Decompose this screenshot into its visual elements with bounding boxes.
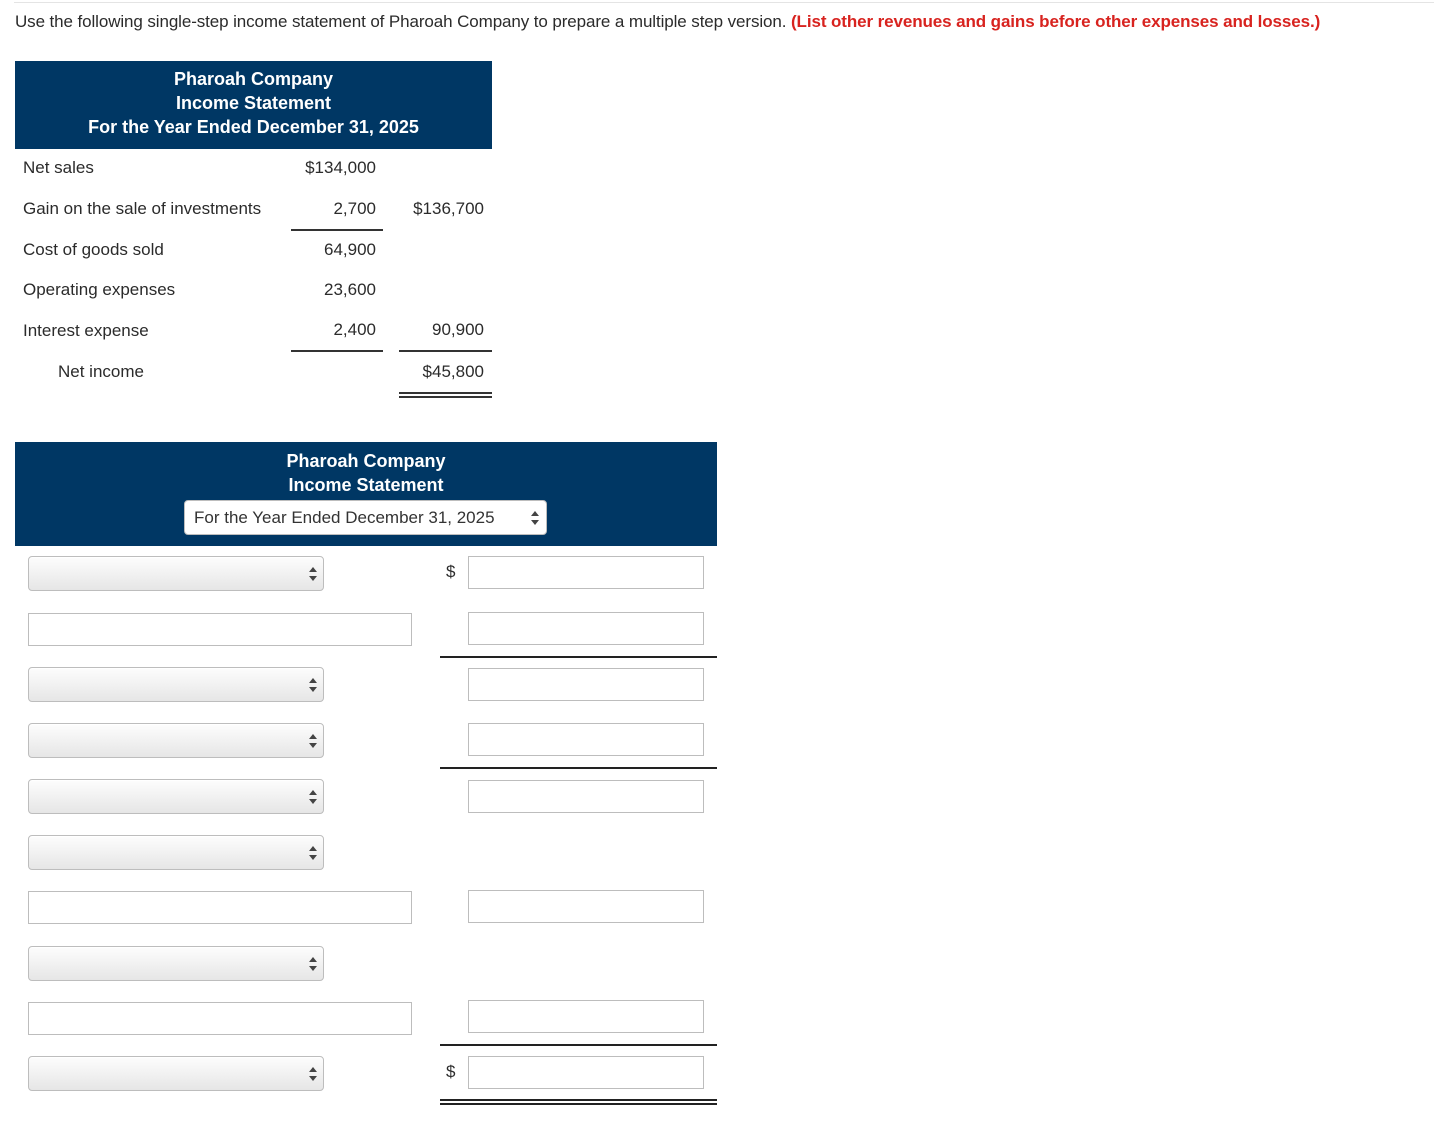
period-select[interactable] — [184, 500, 547, 535]
top-divider — [14, 2, 1434, 3]
updown-arrows-icon — [309, 790, 317, 804]
updown-arrows-icon — [309, 1067, 317, 1081]
row-label: Operating expenses — [23, 280, 176, 299]
label-input[interactable] — [28, 1002, 412, 1035]
amount-input[interactable] — [468, 556, 704, 589]
amount-input[interactable] — [468, 723, 704, 756]
underline — [440, 1044, 717, 1046]
updown-arrows-icon — [309, 567, 317, 581]
row-amount: 2,700 — [333, 199, 376, 218]
account-select[interactable] — [28, 1056, 324, 1091]
account-select[interactable] — [28, 556, 324, 591]
double-underline — [440, 1099, 717, 1105]
answer-company-name: Pharoah Company — [286, 451, 446, 471]
amount-input[interactable] — [468, 780, 704, 813]
row-amount: 2,400 — [333, 320, 376, 339]
row-label: Interest expense — [23, 321, 149, 340]
account-select[interactable] — [28, 779, 324, 814]
amount-input[interactable] — [468, 612, 704, 645]
row-total: 90,900 — [432, 320, 484, 339]
account-select[interactable] — [28, 667, 324, 702]
updown-arrows-icon — [309, 846, 317, 860]
underline — [291, 350, 383, 352]
double-underline — [399, 392, 492, 398]
given-statement-title: Income Statement — [175, 93, 332, 113]
underline — [291, 229, 383, 231]
row-amount: $134,000 — [305, 158, 376, 177]
given-statement-period: For the Year Ended December 31, 2025 — [88, 117, 419, 137]
amount-input[interactable] — [468, 890, 704, 923]
given-company-name: Pharoah Company — [173, 69, 334, 89]
updown-arrows-icon — [309, 734, 317, 748]
answer-statement-title: Income Statement — [288, 475, 444, 495]
net-income-total: $45,800 — [422, 362, 484, 381]
label-input[interactable] — [28, 891, 412, 924]
row-amount: 23,600 — [324, 280, 376, 299]
amount-input[interactable] — [468, 1056, 704, 1089]
amount-input[interactable] — [468, 1000, 704, 1033]
row-amount: 64,900 — [324, 240, 376, 259]
underline — [440, 656, 717, 658]
row-total: $136,700 — [413, 199, 484, 218]
label-input[interactable] — [28, 613, 412, 646]
underline — [399, 350, 492, 352]
updown-arrows-icon — [309, 678, 317, 692]
net-income-label: Net income — [58, 362, 144, 381]
amount-input[interactable] — [468, 668, 704, 701]
account-select[interactable] — [28, 723, 324, 758]
underline — [440, 767, 717, 769]
dollar-sign: $ — [446, 1062, 456, 1081]
instruction-note: (List other revenues and gains before other expenses and losses.) — [791, 12, 1321, 31]
account-select[interactable] — [28, 946, 324, 981]
row-label: Cost of goods sold — [23, 240, 164, 259]
instruction-text: Use the following single-step income statement of Pharoah Company to prepare a multiple step version. — [15, 12, 787, 31]
account-select[interactable] — [28, 835, 324, 870]
updown-arrows-icon — [309, 957, 317, 971]
updown-arrows-icon — [531, 511, 539, 525]
row-label: Net sales — [23, 158, 94, 177]
row-label: Gain on the sale of investments — [23, 199, 262, 218]
given-statement-header — [15, 61, 492, 149]
period-select-value: For the Year Ended December 31, 2025 — [194, 508, 495, 527]
dollar-sign: $ — [446, 562, 456, 581]
instruction — [15, 12, 1320, 32]
